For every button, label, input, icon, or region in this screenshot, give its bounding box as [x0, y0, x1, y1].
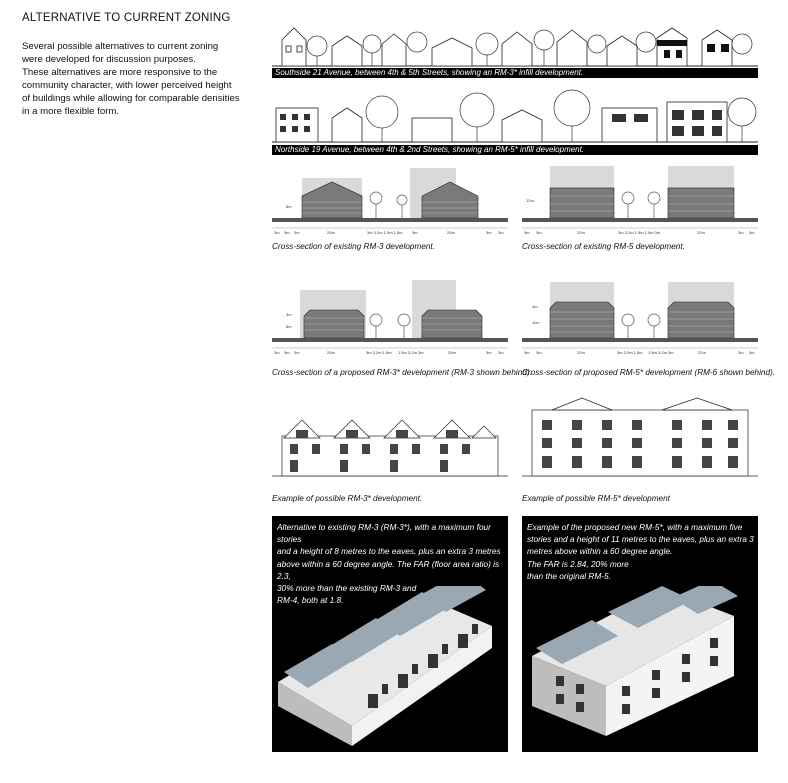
dim-label: 3m 3.2m 1.5m: [617, 350, 643, 355]
streetscape-southside-caption: Southside 21 Avenue, between 4th & 5th Streets, showing an RM-3* infill development.: [272, 68, 758, 78]
dim-label: 22m: [577, 230, 585, 235]
dim-label: 3m: [486, 350, 492, 355]
dim-label: 3m: [738, 230, 744, 235]
panel-line: Example of the proposed new RM-5*, with a maximum five: [527, 522, 743, 532]
dim-label: 22m: [698, 350, 706, 355]
intro-line: Several possible alternatives to current zoning: [22, 41, 219, 52]
rm5-panel-text: [527, 521, 755, 582]
intro-line: These alternatives are more responsive to the: [22, 67, 218, 78]
dim-label: 3m 3.2m 1.5m: [366, 350, 392, 355]
panel-line: than the original RM-5.: [527, 570, 611, 581]
rm3-axonometric-model: [272, 586, 508, 752]
dim-label: 3m: [274, 230, 280, 235]
page-title: ALTERNATIVE TO CURRENT ZONING: [22, 12, 231, 24]
example-rm3-elevation: [272, 412, 508, 478]
dim-label: 3m: [738, 350, 744, 355]
dim-label: 20m: [448, 350, 456, 355]
dim-label: 3m: [294, 230, 300, 235]
section-proposed-rm5-caption: Cross-section of proposed RM-5* development (RM-6 shown behind).: [522, 368, 776, 377]
dim-label: 3m: [498, 350, 504, 355]
rm5-axonometric-model: [522, 586, 758, 752]
dim-label: 1.5m 3.2m 3m: [398, 350, 424, 355]
intro-line: in a more flexible form.: [22, 106, 120, 117]
section-existing-rm5-drawing: [522, 160, 758, 238]
section-existing-rm3-drawing: [272, 160, 508, 238]
panel-line: stories and a height of 11 metres to the eaves, plus an extra 3: [527, 534, 754, 545]
panel-line: 30% more than the existing RM-3 and: [277, 583, 417, 594]
dim-label: 20m: [327, 230, 335, 235]
dim-label: 3m: [412, 230, 418, 235]
streetscape-northside-caption: Northside 19 Avenue, between 4th & 2nd Streets, showing an RM-5* infill development.: [272, 145, 758, 155]
dim-label: 3m: [536, 230, 542, 235]
example-rm3-caption: Example of possible RM-3* development.: [272, 494, 423, 503]
dim-label: 3m: [284, 230, 290, 235]
rm3-axonometric-panel: [272, 516, 508, 752]
streetscape-southside-sketch: [272, 18, 758, 68]
section-proposed-rm3-caption: Cross-section of a proposed RM-3* development (RM-3 shown behind).: [272, 368, 532, 377]
panel-line: metres above within a 60 degree angle.: [527, 546, 673, 557]
dim-label: 3m: [524, 350, 530, 355]
height-label: 11m: [532, 320, 540, 325]
dim-label: 22m: [577, 350, 585, 355]
section-existing-rm5-caption: Cross-section of existing RM-5 development.: [522, 242, 685, 251]
dim-label: 20m: [327, 350, 335, 355]
section-existing-rm3-caption: Cross-section of existing RM-3 development.: [272, 242, 435, 251]
dim-label: 3m: [284, 350, 290, 355]
dim-label: 3m: [749, 350, 755, 355]
intro-paragraph: [22, 40, 262, 118]
panel-line: above within a 60 degree angle. The FAR (floor area ratio) is 2.3,: [277, 558, 500, 581]
dim-label: 3m: [536, 350, 542, 355]
dim-label: 20m: [447, 230, 455, 235]
panel-line: The FAR is 2.84, 20% more: [527, 558, 629, 569]
height-label: 8m: [286, 324, 292, 329]
height-label: 3m: [286, 312, 292, 317]
dim-label: 22m: [697, 230, 705, 235]
dim-label: 3m: [486, 230, 492, 235]
dim-label: 3m 3.2m 1.5m 1.5m: [367, 230, 403, 235]
streetscape-northside-sketch: [272, 88, 758, 144]
height-label: 8m: [286, 204, 292, 209]
dim-label: 3m: [274, 350, 280, 355]
dim-label: 3m: [524, 230, 530, 235]
section-proposed-rm3-drawing: [272, 280, 508, 358]
intro-line: community character, with lower perceived height: [22, 80, 232, 91]
dim-label: 3m: [498, 230, 504, 235]
section-proposed-rm5-drawing: [522, 280, 758, 358]
rm5-axonometric-panel: [522, 516, 758, 752]
intro-line: of buildings while allowing for comparable densities: [22, 93, 240, 104]
height-label: 12m: [526, 198, 534, 203]
dim-label: 3m: [749, 230, 755, 235]
dim-label: 3m: [294, 350, 300, 355]
intro-line: were developed for discussion purposes.: [22, 54, 196, 65]
dim-label: 1.5m 3.2m 3m: [648, 350, 674, 355]
height-label: 3m: [532, 304, 538, 309]
example-rm5-elevation: [522, 396, 758, 478]
example-rm5-caption: Example of possible RM-5* development: [522, 494, 670, 503]
panel-line: and a height of 8 metres to the eaves, plus an extra 3 metres: [277, 546, 501, 557]
panel-line: RM-4, both at 1.8.: [277, 595, 344, 606]
panel-line: Alternative to existing RM-3 (RM-3*), with a maximum four stories: [277, 522, 491, 545]
dim-label: 3m 3.2m 1.5m 1.5m 3m: [618, 230, 661, 235]
